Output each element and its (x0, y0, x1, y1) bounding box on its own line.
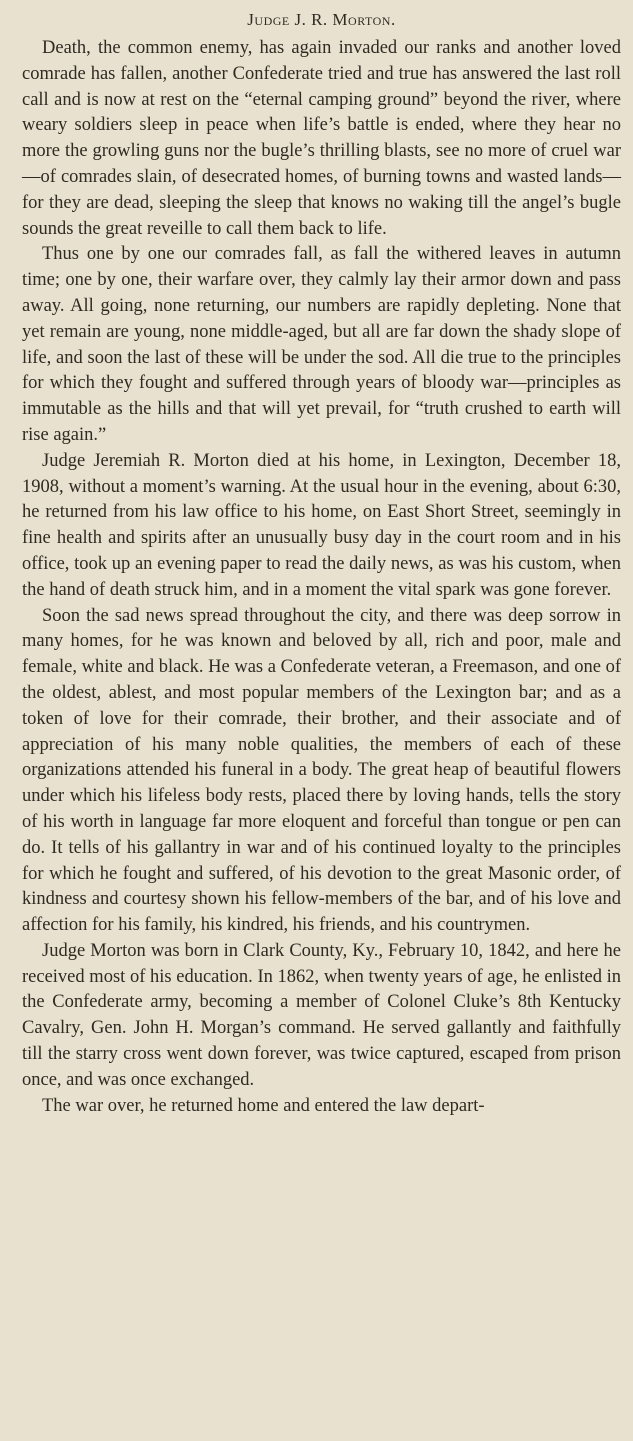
paragraph-5: Judge Morton was born in Clark County, Ky., February 10, 1842, and here he received most of his education. In 1862, when twenty years of age, he enlisted in the Confederate army, becoming a member of Colonel Cluke’s 8th Kentucky Cavalry, Gen. John H. Morgan’s command. He served gallantly and faithfully till the starry cross went down forever, was twice captured, escaped from prison once, and was once exchanged. (22, 940, 621, 1090)
article-body (22, 36, 621, 1119)
article-title: Judge J. R. Morton. (247, 10, 396, 29)
paragraph-2: Thus one by one our comrades fall, as fall the withered leaves in autumn time; one by one, their warfare over, they calmly lay their armor down and pass away. All going, none returning, our numbers are rapidly depleting. None that yet remain are young, none middle-aged, but all are far down the shady slope of life, and soon the last of these will be under the sod. All die true to the principles for which they fought and suffered through years of bloody war—principles as immutable as the hills and that will yet prevail, for “truth crushed to earth will rise again.” (22, 244, 621, 445)
paragraph-6: The war over, he returned home and entered the law depart- (42, 1095, 485, 1116)
paragraph-1: Death, the common enemy, has again invaded our ranks and another loved comrade has fallen, another Confederate tried and true has answered the last roll call and is now at rest on the “eternal camping ground” beyond the river, where weary soldiers sleep in peace when life’s battle is ended, where they hear no more the growling guns nor the bugle’s thrilling blasts, see no more of cruel war—of comrades slain, of desecrated homes, of burning towns and wasted lands—for they are dead, sleeping the sleep that knows no waking till the angel’s bugle sounds the great reveille to call them back to life. (22, 38, 621, 239)
paragraph-4: Soon the sad news spread throughout the city, and there was deep sorrow in many homes, for he was known and beloved by all, rich and poor, male and female, white and black. He was a Confederate veteran, a Freemason, and one of the oldest, ablest, and most popular members of the Lexington bar; and as a token of love for their comrade, their brother, and their associate and of appreciation of his many noble qualities, the members of each of these organizations attended his funeral in a body. The great heap of beautiful flowers under which his lifeless body rests, placed there by loving hands, tells the story of his worth in language far more eloquent and forceful than tongue or pen can do. It tells of his gallantry in war and of his continued loyalty to the principles for which he fought and suffered, of his devotion to the great Masonic order, of kindness and courtesy shown his fellow-members of the bar, and of his love and affection for his family, his kindred, his friends, and his countrymen. (22, 605, 621, 936)
paragraph-3: Judge Jeremiah R. Morton died at his home, in Lexington, December 18, 1908, without a moment’s warning. At the usual hour in the evening, about 6:30, he returned from his law office to his home, on East Short Street, seemingly in fine health and spirits after an unusually busy day in the court room and in his office, took up an evening paper to read the daily news, as was his custom, when the hand of death struck him, and in a moment the vital spark was gone forever. (22, 450, 621, 600)
